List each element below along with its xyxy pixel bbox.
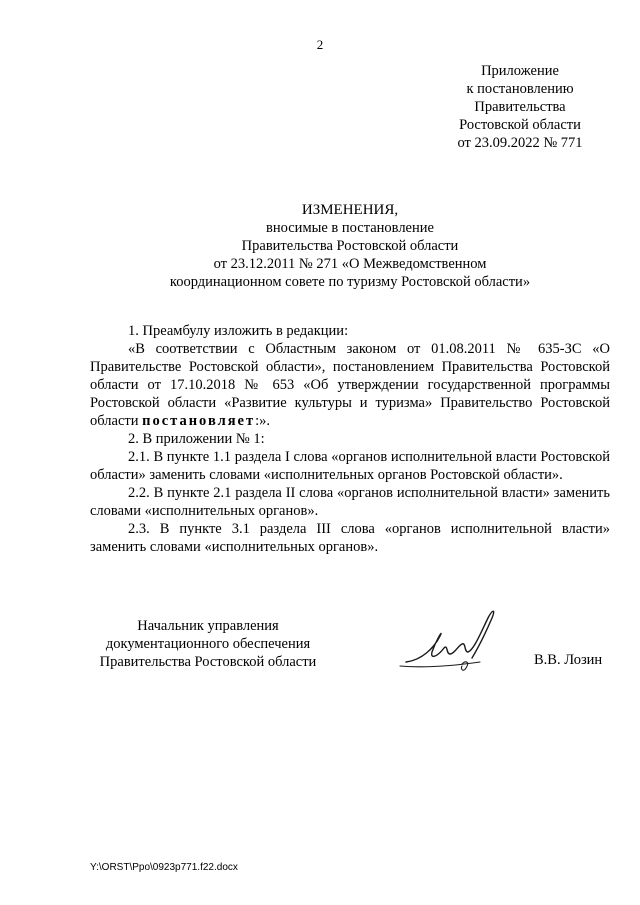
quote-spaced-word: постановляет (142, 413, 256, 429)
heading-line: Правительства Ростовской области (241, 238, 459, 254)
signer-name: В.В. Лозин (534, 652, 603, 668)
paragraph-preamble-quote (90, 340, 610, 430)
quote-text: «В соответствии с Областным законом от 01.08.2011 № 635-ЗС «О Правительстве Ростовской области», постановлением Правительства Ростовской области от 17.10.2018 № 653 «Об утверждении государственной программы Ростовской области «Развитие культуры и туризма» Правительство Ростовской области (90, 341, 610, 429)
signatory-line: Начальник управления (137, 618, 279, 634)
appendix-reference (440, 62, 600, 152)
signatory-line: документационного обеспечения (105, 636, 311, 652)
appendix-line: Приложение (481, 63, 559, 79)
paragraph-item-2: 2. В приложении № 1: (128, 431, 265, 447)
paragraph-item-2-2: 2.2. В пункте 2.1 раздела II слова «органов исполнительной власти» заменить словами «исполнительных органов». (90, 485, 610, 519)
heading-line: координационном совете по туризму Ростовской области» (169, 274, 531, 290)
paragraph-item-2-3: 2.3. В пункте 3.1 раздела III слова «органов исполнительной власти» заменить словами «исполнительных органов». (90, 521, 610, 555)
appendix-line: к постановлению (466, 81, 574, 97)
heading-title: ИЗМЕНЕНИЯ, (301, 202, 399, 218)
heading-line: от 23.12.2011 № 271 «О Межведомственном (213, 256, 487, 272)
appendix-line: Правительства (474, 99, 566, 115)
document-heading (100, 201, 600, 291)
signatory-line: Правительства Ростовской области (99, 654, 317, 670)
document-body (90, 322, 610, 556)
paragraph-item-1: 1. Преамбулу изложить в редакции: (128, 323, 349, 339)
heading-line: вносимые в постановление (266, 220, 434, 236)
page-number: 2 (316, 37, 324, 52)
appendix-line: от 23.09.2022 № 771 (457, 135, 583, 151)
file-path: Y:\ORST\Ppo\0923p771.f22.docx (90, 862, 238, 873)
appendix-line: Ростовской области (459, 117, 581, 133)
paragraph-item-2-1: 2.1. В пункте 1.1 раздела I слова «органов исполнительной власти Ростовской области» заменить словами «исполнительных органов Ростовской области». (90, 449, 610, 483)
quote-end: :». (255, 413, 271, 429)
signatory-position (88, 617, 328, 671)
handwritten-signature (392, 600, 502, 680)
